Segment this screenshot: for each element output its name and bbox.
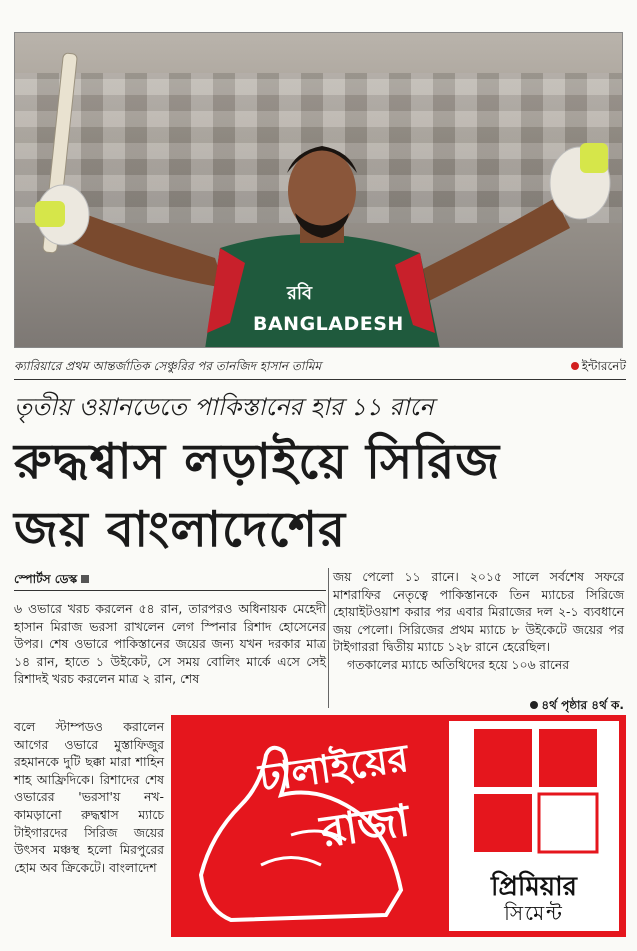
jersey-sponsor: রবি <box>287 283 313 304</box>
article-column-1: ৬ ওভারে খরচ করলেন ৫৪ রান, তারপরও অধিনায়ক মেহেদী হাসান মিরাজ ভরসা রাখলেন লেগ স্পিনার রিশাদ হোসেনের উপর। শেষ ওভারে পাকিস্তানের জয়ের জন্য যখন দরকার মাত্র ১৪ রান, হাতে ১ উইকেট, সে সময় বোলিং মার্কে এসে সেই রিশাদই খরচ করলেন মাত্র ২ রান, শেষ <box>14 601 326 687</box>
byline-divider <box>14 590 326 591</box>
bullet-icon <box>530 701 538 709</box>
article-column-1-continued: বলে স্টাম্পডও করালেন আগের ওভারে মুস্তাফিজুর রহমানকে দুটি ছক্কা মারা শাহিন শাহ আফ্রিদিকে। রিশাদের শেষ ওভারের 'ভরসা'য় নখ-কামড়ানো রুদ্ধশ্বাস ম্যাচে টাইগারদের সিরিজ জয়ের উৎসব মঞ্চস্থ হলো মিরপুরের হোম অব ক্রিকেটে। বাংলাদেশ <box>14 719 164 875</box>
article-kicker: তৃতীয় ওয়ানডেতে পাকিস্তানের হার ১১ রানে <box>14 393 434 421</box>
column-divider <box>328 568 329 708</box>
byline: স্পোর্টস ডেস্ক <box>14 571 89 591</box>
divider <box>14 379 626 380</box>
article-column-2: জয় পেলো ১১ রানে। ২০১৫ সালে সর্বশেষ সফরে মাশরাফির নেতৃত্বে পাকিস্তানকে তিন ম্যাচের সিরিজে হোয়াইটওয়াশ করার পর এবার মিরাজের দল ২-১ ব্যবধানে জয় পেলো। সিরিজের প্রথম ম্যাচে ৮ উইকেটে জয়ের পর টাইগাররা দ্বিতীয় ম্যাচে ১২৮ রানে হেরেছিল। গতকালের ম্যাচে অতিথিদের হয়ে ১০৬ রানের <box>333 569 624 672</box>
ad-tagline-2: রাজা <box>317 795 413 858</box>
photo-caption: ক্যারিয়ারে প্রথম আন্তর্জাতিক সেঞ্চুরির পর তানজিদ হাসান তামিম <box>14 359 322 373</box>
advertisement[interactable] <box>171 715 626 937</box>
photo-caption-row <box>14 358 626 376</box>
article-headline: রুদ্ধশ্বাস লড়াইয়ে সিরিজ জয় বাংলাদেশের <box>14 433 501 558</box>
ad-tagline-1: ঢালাইয়ের <box>256 735 412 801</box>
continued-on-link[interactable]: ৪র্থ পৃষ্ঠার ৪র্থ ক. <box>530 697 624 717</box>
red-dot-icon <box>571 362 579 370</box>
jersey-text: BANGLADESH <box>253 313 404 335</box>
brand-name: প্রিমিয়ার <box>491 872 577 902</box>
player-illustration <box>15 33 623 348</box>
news-photo <box>14 32 623 348</box>
photo-credit: ইন্টারনেট <box>571 358 626 378</box>
square-icon <box>81 575 89 583</box>
brand-logo-icon <box>449 721 619 861</box>
brand-subname: সিমেন্ট <box>504 901 564 925</box>
